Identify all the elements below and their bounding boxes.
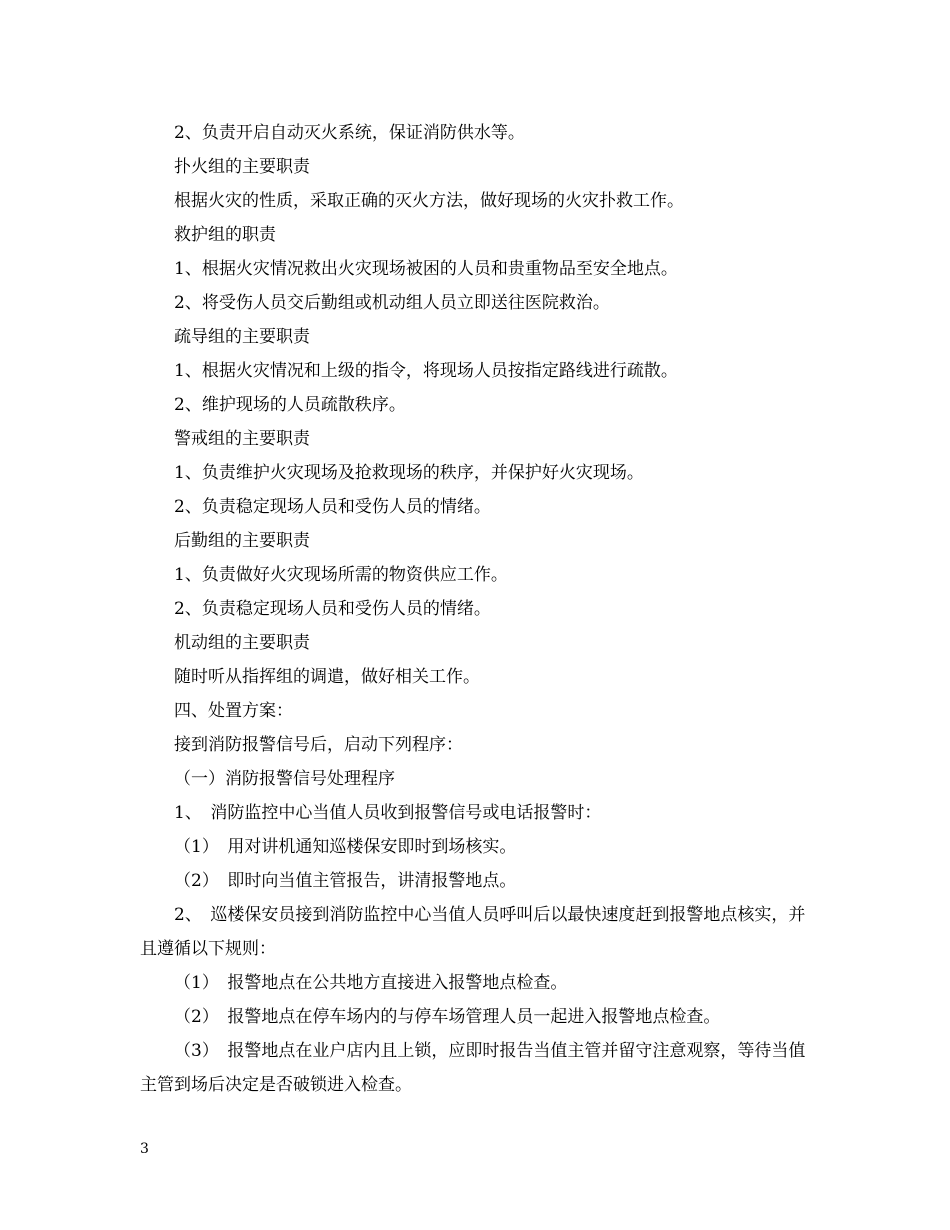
section-heading: 疏导组的主要职责: [174, 327, 310, 347]
section-heading: 后勤组的主要职责: [174, 531, 310, 551]
paragraph: （2） 报警地点在停车场内的与停车场管理人员一起进入报警地点检查。: [174, 1007, 721, 1027]
document-body: [140, 116, 812, 1102]
section-heading: 扑火组的主要职责: [174, 157, 310, 177]
paragraph: 2、维护现场的人员疏散秩序。: [174, 395, 406, 415]
subsection-heading: （一）消防报警信号处理程序: [174, 769, 395, 789]
section-heading: 救护组的职责: [174, 225, 276, 245]
paragraph: 1、负责做好火灾现场所需的物资供应工作。: [174, 565, 508, 585]
paragraph: （1） 报警地点在公共地方直接进入报警地点检查。: [174, 973, 568, 993]
paragraph: （3） 报警地点在业户店内且上锁，应即时报告当值主管并留守注意观察，等待当值主管到场后决定是否破锁进入检查。: [140, 1041, 806, 1095]
paragraph: 1、负责维护火灾现场及抢救现场的秩序，并保护好火灾现场。: [174, 463, 644, 483]
paragraph: 2、将受伤人员交后勤组或机动组人员立即送往医院救治。: [174, 293, 610, 313]
paragraph: 2、负责开启自动灭火系统，保证消防供水等。: [174, 123, 525, 143]
paragraph: 2、负责稳定现场人员和受伤人员的情绪。: [174, 497, 491, 517]
paragraph: 接到消防报警信号后，启动下列程序：: [174, 735, 463, 755]
section-heading: 警戒组的主要职责: [174, 429, 310, 449]
paragraph: （1） 用对讲机通知巡楼保安即时到场核实。: [174, 837, 517, 857]
paragraph: 2、负责稳定现场人员和受伤人员的情绪。: [174, 599, 491, 619]
paragraph: 随时听从指挥组的调遣，做好相关工作。: [174, 667, 480, 687]
paragraph: 1、根据火灾情况救出火灾现场被困的人员和贵重物品至安全地点。: [174, 259, 678, 279]
paragraph: 2、 巡楼保安员接到消防监控中心当值人员呼叫后以最快速度赶到报警地点核实，并且遵循以下规则：: [140, 905, 806, 959]
section-heading: 机动组的主要职责: [174, 633, 310, 653]
paragraph: 1、 消防监控中心当值人员收到报警信号或电话报警时：: [174, 803, 602, 823]
page-number: 3: [140, 1141, 149, 1157]
paragraph: （2） 即时向当值主管报告，讲清报警地点。: [174, 871, 517, 891]
section-heading: 四、处置方案：: [174, 701, 293, 721]
paragraph: 根据火灾的性质，采取正确的灭火方法，做好现场的火灾扑救工作。: [174, 191, 684, 211]
paragraph: 1、根据火灾情况和上级的指令，将现场人员按指定路线进行疏散。: [174, 361, 678, 381]
